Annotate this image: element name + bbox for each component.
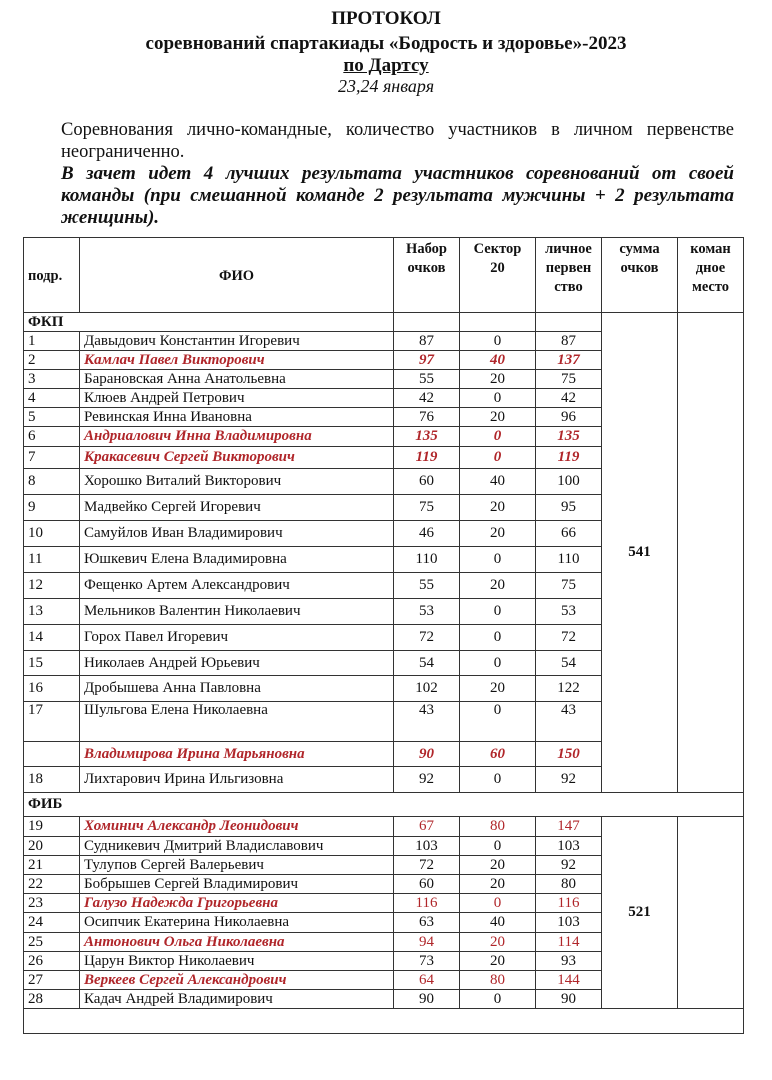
participant-name: Андриалович Инна Владимировна: [80, 427, 394, 447]
participant-name: Давыдович Константин Игоревич: [80, 332, 394, 351]
participant-number: 4: [24, 389, 80, 408]
points-value: 92: [394, 767, 460, 793]
participant-number: 25: [24, 933, 80, 952]
personal-total-value: 135: [536, 427, 602, 447]
column-header-team-place: коман дное место: [678, 238, 744, 313]
empty-cell: [460, 313, 536, 332]
sector-20-value: 0: [460, 990, 536, 1009]
sector-20-value: 20: [460, 573, 536, 599]
team-header-row: [24, 793, 744, 817]
points-value: 119: [394, 447, 460, 469]
personal-total-value: 92: [536, 767, 602, 793]
sector-20-value: 0: [460, 599, 536, 625]
participant-number: 2: [24, 351, 80, 370]
participant-number: 3: [24, 370, 80, 389]
participant-number: 20: [24, 837, 80, 856]
document-title: ПРОТОКОЛ: [331, 8, 441, 29]
sector-20-value: 20: [460, 875, 536, 894]
personal-total-value: 114: [536, 933, 602, 952]
participant-number: 13: [24, 599, 80, 625]
personal-total-value: 144: [536, 971, 602, 990]
personal-total-value: 87: [536, 332, 602, 351]
personal-total-value: 53: [536, 599, 602, 625]
participant-number: 22: [24, 875, 80, 894]
sector-20-value: 0: [460, 427, 536, 447]
sector-20-value: 0: [460, 767, 536, 793]
points-value: 64: [394, 971, 460, 990]
points-value: 72: [394, 625, 460, 651]
sector-20-value: 0: [460, 625, 536, 651]
column-header-points: Набор очков: [394, 238, 460, 313]
empty-cell: [24, 1009, 744, 1034]
participant-name: Бобрышев Сергей Владимирович: [80, 875, 394, 894]
points-value: 72: [394, 856, 460, 875]
team-place: [678, 313, 744, 793]
participant-number: 8: [24, 469, 80, 495]
column-header-sum: сумма очков: [602, 238, 678, 313]
sector-20-value: 0: [460, 837, 536, 856]
intro-paragraph-format: Соревнования лично-командные, количество участников в личном первенстве неограниченно.: [61, 120, 734, 162]
participant-number: [24, 742, 80, 767]
team-place: [678, 817, 744, 1009]
participant-number: 27: [24, 971, 80, 990]
participant-name: Юшкевич Елена Владимировна: [80, 547, 394, 573]
points-value: 135: [394, 427, 460, 447]
personal-total-value: 103: [536, 837, 602, 856]
empty-cell: [536, 313, 602, 332]
participant-number: 26: [24, 952, 80, 971]
team-name: ФИБ: [24, 793, 744, 817]
participant-number: 17: [24, 702, 80, 742]
points-value: 55: [394, 370, 460, 389]
participant-name: Ревинская Инна Ивановна: [80, 408, 394, 427]
participant-number: 5: [24, 408, 80, 427]
sector-20-value: 20: [460, 856, 536, 875]
participant-name: Самуйлов Иван Владимирович: [80, 521, 394, 547]
participant-number: 7: [24, 447, 80, 469]
sector-20-value: 20: [460, 521, 536, 547]
results-table: [23, 237, 744, 1034]
personal-total-value: 54: [536, 651, 602, 676]
points-value: 75: [394, 495, 460, 521]
participant-number: 21: [24, 856, 80, 875]
sector-20-value: 40: [460, 913, 536, 933]
participant-name: Мадвейко Сергей Игоревич: [80, 495, 394, 521]
points-value: 73: [394, 952, 460, 971]
personal-total-value: 110: [536, 547, 602, 573]
sector-20-value: 20: [460, 676, 536, 702]
personal-total-value: 72: [536, 625, 602, 651]
column-header-unit: подр.: [24, 238, 80, 313]
sector-20-value: 0: [460, 389, 536, 408]
points-value: 54: [394, 651, 460, 676]
points-value: 67: [394, 817, 460, 837]
sector-20-value: 80: [460, 971, 536, 990]
participant-number: 24: [24, 913, 80, 933]
team-name: ФКП: [24, 313, 394, 332]
personal-total-value: 90: [536, 990, 602, 1009]
participant-number: 18: [24, 767, 80, 793]
points-value: 90: [394, 990, 460, 1009]
points-value: 116: [394, 894, 460, 913]
sector-20-value: 20: [460, 495, 536, 521]
participant-number: 6: [24, 427, 80, 447]
points-value: 90: [394, 742, 460, 767]
points-value: 55: [394, 573, 460, 599]
participant-number: 1: [24, 332, 80, 351]
points-value: 102: [394, 676, 460, 702]
sector-20-value: 80: [460, 817, 536, 837]
participant-name: Дробышева Анна Павловна: [80, 676, 394, 702]
personal-total-value: 75: [536, 370, 602, 389]
empty-cell: [394, 313, 460, 332]
participant-number: 19: [24, 817, 80, 837]
points-value: 103: [394, 837, 460, 856]
participant-number: 16: [24, 676, 80, 702]
document-subtitle: соревнований спартакиады «Бодрость и здоровье»-2023: [145, 33, 627, 54]
participant-number: 11: [24, 547, 80, 573]
participant-name: Лихтарович Ирина Ильгизовна: [80, 767, 394, 793]
sector-20-value: 40: [460, 469, 536, 495]
personal-total-value: 116: [536, 894, 602, 913]
personal-total-value: 80: [536, 875, 602, 894]
points-value: 110: [394, 547, 460, 573]
participant-name: Осипчик Екатерина Николаевна: [80, 913, 394, 933]
points-value: 53: [394, 599, 460, 625]
column-header-personal: личное первен ство: [536, 238, 602, 313]
personal-total-value: 43: [536, 702, 602, 742]
sector-20-value: 0: [460, 702, 536, 742]
points-value: 97: [394, 351, 460, 370]
points-value: 94: [394, 933, 460, 952]
personal-total-value: 122: [536, 676, 602, 702]
participant-name: Хорошко Виталий Викторович: [80, 469, 394, 495]
team-sum: 541: [602, 313, 678, 793]
competition-dates: 23,24 января: [337, 76, 435, 96]
personal-total-value: 150: [536, 742, 602, 767]
points-value: 60: [394, 875, 460, 894]
participant-name: Владимирова Ирина Марьяновна: [80, 742, 394, 767]
sector-20-value: 0: [460, 651, 536, 676]
participant-name: Шульгова Елена Николаевна: [80, 702, 394, 742]
table-row: [24, 817, 744, 837]
participant-name: Клюев Андрей Петрович: [80, 389, 394, 408]
participant-number: 14: [24, 625, 80, 651]
points-value: 76: [394, 408, 460, 427]
team-sum: 521: [602, 817, 678, 1009]
personal-total-value: 42: [536, 389, 602, 408]
intro-paragraph-scoring-rule: В зачет идет 4 лучших результата участников соревнований от своей команды (при смешанной команде 2 результата мужчины + 2 результата женщины).: [61, 163, 734, 228]
points-value: 87: [394, 332, 460, 351]
personal-total-value: 147: [536, 817, 602, 837]
participant-name: Горох Павел Игоревич: [80, 625, 394, 651]
personal-total-value: 92: [536, 856, 602, 875]
points-value: 63: [394, 913, 460, 933]
participant-number: 10: [24, 521, 80, 547]
participant-number: 15: [24, 651, 80, 676]
personal-total-value: 75: [536, 573, 602, 599]
personal-total-value: 137: [536, 351, 602, 370]
points-value: 42: [394, 389, 460, 408]
participant-number: 23: [24, 894, 80, 913]
participant-name: Фещенко Артем Александрович: [80, 573, 394, 599]
sector-20-value: 20: [460, 933, 536, 952]
participant-name: Николаев Андрей Юрьевич: [80, 651, 394, 676]
participant-name: Тулупов Сергей Валерьевич: [80, 856, 394, 875]
blank-row: [24, 1009, 744, 1034]
points-value: 46: [394, 521, 460, 547]
column-header-sector-20: Сектор 20: [460, 238, 536, 313]
sector-20-value: 0: [460, 447, 536, 469]
participant-name: Кадач Андрей Владимирович: [80, 990, 394, 1009]
sector-20-value: 40: [460, 351, 536, 370]
column-header-name: ФИО: [80, 238, 394, 313]
participant-name: Веркеев Сергей Александрович: [80, 971, 394, 990]
points-value: 43: [394, 702, 460, 742]
personal-total-value: 96: [536, 408, 602, 427]
participant-number: 28: [24, 990, 80, 1009]
personal-total-value: 103: [536, 913, 602, 933]
personal-total-value: 100: [536, 469, 602, 495]
sector-20-value: 0: [460, 547, 536, 573]
team-header-row: [24, 313, 744, 332]
sector-20-value: 20: [460, 370, 536, 389]
sector-20-value: 0: [460, 332, 536, 351]
sector-20-value: 60: [460, 742, 536, 767]
personal-total-value: 66: [536, 521, 602, 547]
personal-total-value: 119: [536, 447, 602, 469]
participant-name: Камлач Павел Викторович: [80, 351, 394, 370]
participant-name: Мельников Валентин Николаевич: [80, 599, 394, 625]
participant-name: Барановская Анна Анатольевна: [80, 370, 394, 389]
participant-number: 12: [24, 573, 80, 599]
sector-20-value: 0: [460, 894, 536, 913]
table-header-row: [24, 238, 744, 313]
participant-number: 9: [24, 495, 80, 521]
points-value: 60: [394, 469, 460, 495]
sport-name: по Дартсу: [343, 55, 429, 76]
participant-name: Хоминич Александр Леонидович: [80, 817, 394, 837]
sector-20-value: 20: [460, 408, 536, 427]
participant-name: Кракасевич Сергей Викторович: [80, 447, 394, 469]
participant-name: Судникевич Дмитрий Владиславович: [80, 837, 394, 856]
participant-name: Царун Виктор Николаевич: [80, 952, 394, 971]
participant-name: Антонович Ольга Николаевна: [80, 933, 394, 952]
personal-total-value: 93: [536, 952, 602, 971]
personal-total-value: 95: [536, 495, 602, 521]
participant-name: Галузо Надежда Григорьевна: [80, 894, 394, 913]
sector-20-value: 20: [460, 952, 536, 971]
